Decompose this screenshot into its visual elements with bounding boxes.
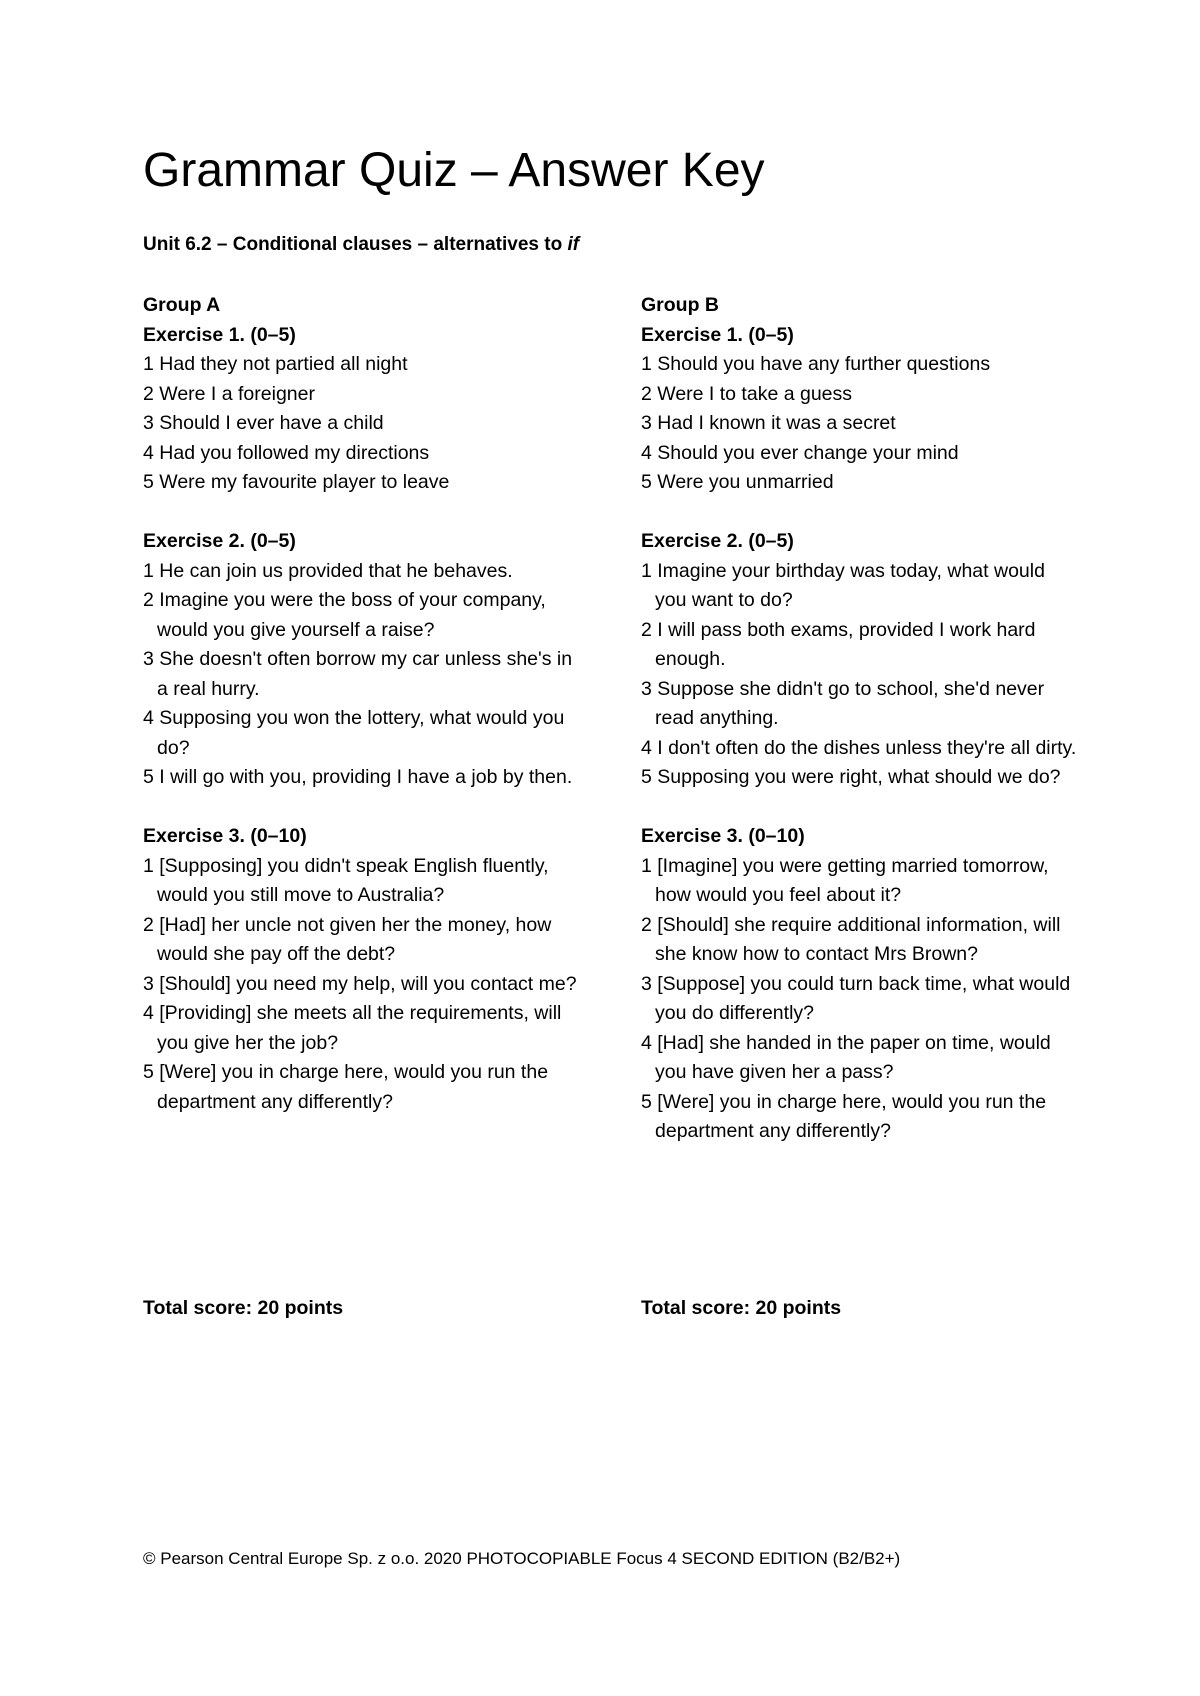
answer-list [641,852,1081,1147]
answer-item: 4 [Providing] she meets all the requirements, will you give her the job? [143,1002,562,1054]
exercise-title: Exercise 2. (0–5) [143,530,296,552]
answer-item: 1 Imagine your birthday was today, what would you want to do? [641,559,1045,611]
answer-item: 3 Suppose she didn't go to school, she'd never read anything. [641,677,1045,729]
group-b-title: Group B [641,294,719,316]
answer-item: 5 [Were] you in charge here, would you run the department any differently? [641,1090,1047,1142]
answer-item: 5 [Were] you in charge here, would you run the department any differently? [143,1061,549,1113]
answer-item: 3 [Suppose] you could turn back time, what would you do differently? [641,972,1071,1024]
answer-list [143,852,583,1118]
answer-item: 1 Had they not partied all night [143,353,408,375]
answer-item: 1 Should you have any further questions [641,353,991,375]
group-a-exercise-3 [143,822,583,1117]
unit-heading-text: Unit 6.2 – Conditional clauses – alternatives to [143,234,563,255]
answer-item: 2 Were I to take a guess [641,382,853,405]
answer-item: 5 Were you unmarried [641,471,834,493]
group-a-title: Group A [143,294,221,316]
answer-item: 3 Should I ever have a child [143,412,384,434]
answer-item: 4 I don't often do the dishes unless they're all dirty. [641,736,1077,759]
group-a-exercise-1 [143,321,583,498]
answer-item: 2 Were I a foreigner [143,382,315,405]
unit-heading-emphasis: if [567,234,580,255]
answer-item: 4 Should you ever change your mind [641,441,959,464]
group-a-column [143,291,583,1147]
answer-item: 1 [Supposing] you didn't speak English fluently, would you still move to Australia? [143,854,549,906]
page-title: Grammar Quiz – Answer Key [143,144,765,197]
answer-item: 3 She doesn't often borrow my car unless she's in a real hurry. [143,648,573,700]
answer-list [641,350,1081,498]
group-b-column [641,291,1081,1176]
group-a-exercise-2 [143,527,583,793]
answer-item: 2 I will pass both exams, provided I work hard enough. [641,618,1036,670]
answer-item: 3 [Should] you need my help, will you contact me? [143,972,577,995]
answer-item: 3 Had I known it was a secret [641,412,896,434]
answer-item: 1 [Imagine] you were getting married tomorrow, how would you feel about it? [641,854,1049,906]
group-b-exercise-2 [641,527,1081,793]
answer-item: 5 Supposing you were right, what should we do? [641,766,1061,788]
answer-list [641,557,1081,793]
answer-item: 2 Imagine you were the boss of your company, would you give yourself a raise? [143,589,546,641]
exercise-title: Exercise 2. (0–5) [641,530,794,552]
answer-item: 5 Were my favourite player to leave [143,471,450,493]
unit-heading [143,234,579,256]
group-b-total-score: Total score: 20 points [641,1297,842,1319]
answer-list [143,350,583,498]
answer-list [143,557,583,793]
exercise-title: Exercise 1. (0–5) [641,323,794,346]
copyright-footer: © Pearson Central Europe Sp. z o.o. 2020 PHOTOCOPIABLE Focus 4 SECOND EDITION (B2/B2+) [143,1549,901,1568]
answer-item: 4 Had you followed my directions [143,441,430,464]
group-b-exercise-1 [641,321,1081,498]
answer-item: 1 He can join us provided that he behaves. [143,559,513,582]
answer-item: 4 Supposing you won the lottery, what would you do? [143,707,565,759]
answer-item: 5 I will go with you, providing I have a job by then. [143,766,573,788]
exercise-title: Exercise 1. (0–5) [143,323,296,346]
answer-item: 4 [Had] she handed in the paper on time, would you have given her a pass? [641,1031,1051,1083]
answer-item: 2 [Should] she require additional information, will she know how to contact Mrs Brown? [641,913,1061,965]
group-a-total-score: Total score: 20 points [143,1297,344,1319]
answer-item: 2 [Had] her uncle not given her the money, how would she pay off the debt? [143,913,552,965]
group-b-exercise-3 [641,822,1081,1147]
exercise-title: Exercise 3. (0–10) [641,825,805,847]
exercise-title: Exercise 3. (0–10) [143,825,307,847]
